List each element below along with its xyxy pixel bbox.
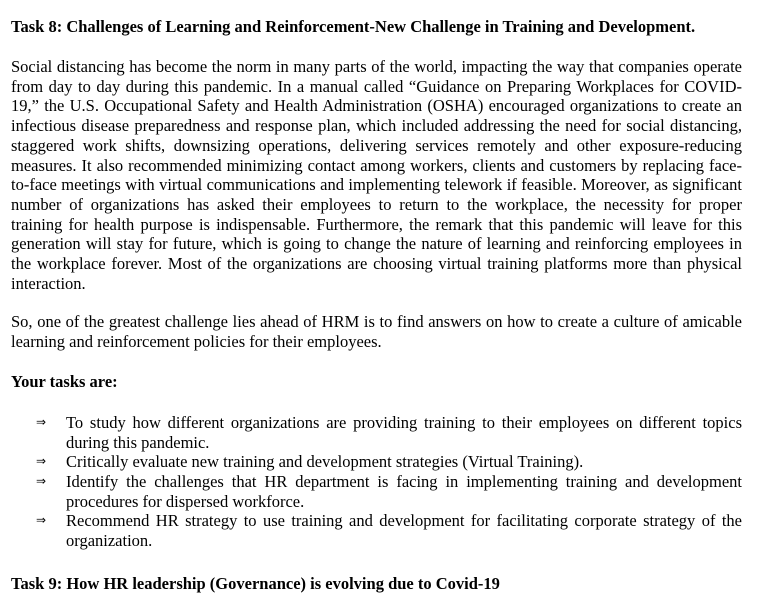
double-arrow-icon: ⇒: [36, 513, 47, 528]
your-tasks-heading: Your tasks are:: [11, 371, 118, 391]
task-list-item: [36, 452, 742, 472]
double-arrow-icon: ⇒: [36, 454, 47, 469]
task-text: To study how different organizations are providing training to their employees on different topics during this pandemic.: [66, 412, 742, 452]
task-9-heading-cut-off: Task 9: How HR leadership (Governance) is evolving due to Covid-19: [11, 574, 500, 593]
document-page: [11, 17, 742, 551]
task-text: Recommend HR strategy to use training and development for facilitating corporate strategy of the organization.: [66, 511, 742, 551]
challenge-paragraph: So, one of the greatest challenge lies ahead of HRM is to find answers on how to create a culture of amicable learning and reinforcement policies for their employees.: [11, 312, 742, 352]
task-text: Identify the challenges that HR department is facing in implementing training and development procedures for dispersed workforce.: [66, 471, 742, 511]
task-8-heading: Task 8: Challenges of Learning and Reinforcement-New Challenge in Training and Development.: [11, 17, 696, 36]
task-list: [11, 413, 742, 551]
double-arrow-icon: ⇒: [36, 473, 47, 488]
task-text: Critically evaluate new training and development strategies (Virtual Training).: [66, 452, 584, 472]
task-list-item: [36, 413, 742, 452]
task-list-item: [36, 511, 742, 550]
task-list-item: [36, 472, 742, 511]
intro-paragraph: Social distancing has become the norm in many parts of the world, impacting the way that companies operate from day to day during this pandemic. In a manual called “Guidance on Preparing Workplaces for COVID-19,” the U.S. Occupational Safety and Health Administration (OSHA) encouraged organizations to create an infectious disease preparedness and response plan, which included addressing the need for social distancing, staggered work shifts, downsizing operations, delivering services remotely and other exposure-reducing measures. It also recommended minimizing contact among workers, clients and customers by replacing face-to-face meetings with virtual communications and implementing telework if feasible. Moreover, as significant number of organizations has asked their employees to return to the workplace, the necessity for proper training for health purpose is indispensable. Furthermore, the remark that this pandemic will leave for this generation will stay for future, which is going to change the nature of learning and reinforcing employees in the workplace forever. Most of the organizations are choosing virtual training platforms more than physical interaction.: [11, 57, 742, 293]
double-arrow-icon: ⇒: [36, 414, 47, 429]
